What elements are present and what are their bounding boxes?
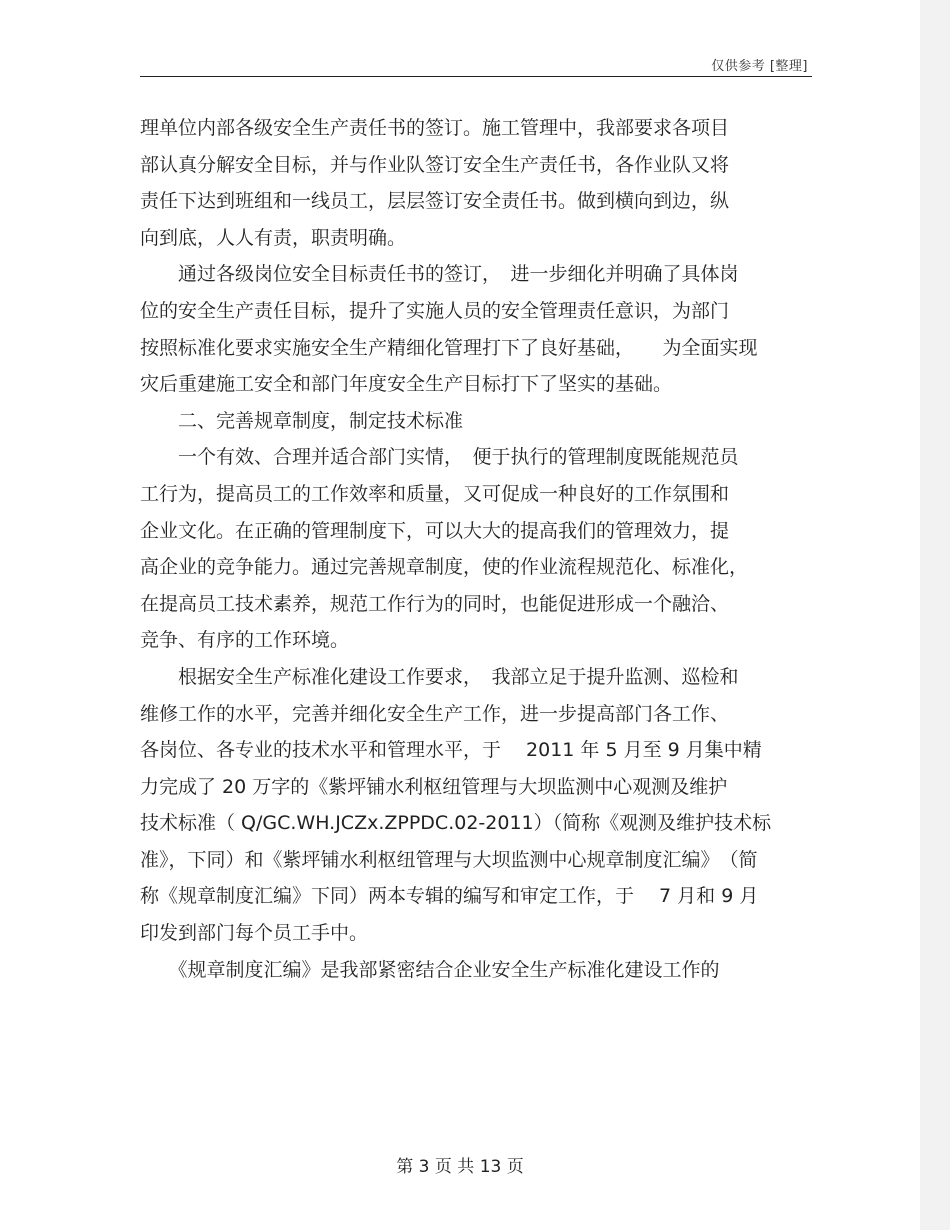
section-heading: 二、完善规章制度，制定技术标准 [140, 409, 464, 432]
text-line: 向到底，人人有责，职责明确。 [140, 226, 407, 249]
text-line: 技术标准（ Q/GC.WH.JCZx.ZPPDC.02-2011）（简称《观测及维护技术标 [140, 812, 772, 835]
text-line: 根据安全生产标准化建设工作要求， 我部立足于提升监测、巡检和 [140, 665, 739, 688]
body-text [140, 110, 812, 988]
text-line: 力完成了 20 万字的《紫坪铺水利枢纽管理与大坝监测中心观测及维护 [140, 775, 728, 798]
text-line: 通过各级岗位安全目标责任书的签订， 进一步细化并明确了具体岗 [140, 263, 739, 286]
header-label: 仅供参考 [整理] [711, 59, 808, 74]
text-line: 各岗位、各专业的技术水平和管理水平，于 2011 年 5 月至 9 月集中精 [140, 739, 762, 762]
text-line: 企业文化。在正确的管理制度下，可以大大的提高我们的管理效力，提 [140, 519, 730, 542]
text-line: 竞争、有序的工作环境。 [140, 629, 350, 652]
text-line: 责任下达到班组和一线员工，层层签订安全责任书。做到横向到边，纵 [140, 190, 730, 213]
text-line: 高企业的竞争能力。通过完善规章制度，使的作业流程规范化、标准化， [140, 556, 749, 579]
text-line: 一个有效、合理并适合部门实情， 便于执行的管理制度既能规范员 [140, 446, 739, 469]
text-line: 印发到部门每个员工手中。 [140, 922, 369, 945]
text-line: 准》，下同）和《紫坪铺水利枢纽管理与大坝监测中心规章制度汇编》 （简 [140, 848, 758, 871]
text-line: 在提高员工技术素养，规范工作行为的同时，也能促进形成一个融洽、 [140, 592, 730, 615]
text-line: 位的安全生产责任目标，提升了实施人员的安全管理责任意识，为部门 [140, 299, 730, 322]
text-line: 按照标准化要求实施安全生产精细化管理打下了良好基础， 为全面实现 [140, 336, 758, 359]
text-line: 灾后重建施工安全和部门年度安全生产目标打下了坚实的基础。 [140, 373, 673, 396]
text-line: 部认真分解安全目标，并与作业队签订安全生产责任书，各作业队又将 [140, 153, 730, 176]
text-line: 工行为，提高员工的工作效率和质量，又可促成一种良好的工作氛围和 [140, 482, 730, 505]
text-line: 《规章制度汇编》是我部紧密结合企业安全生产标准化建设工作的 [140, 958, 720, 981]
text-line: 维修工作的水平，完善并细化安全生产工作，进一步提高部门各工作、 [140, 702, 730, 725]
text-line: 称《规章制度汇编》下同）两本专辑的编写和审定工作，于 7 月和 9 月 [140, 885, 759, 908]
text-line: 理单位内部各级安全生产责任书的签订。施工管理中，我部要求各项目 [140, 117, 730, 139]
header-rule [140, 76, 812, 77]
page-number: 第 3 页 共 13 页 [396, 1157, 524, 1177]
scrollbar-track[interactable] [920, 0, 950, 1230]
